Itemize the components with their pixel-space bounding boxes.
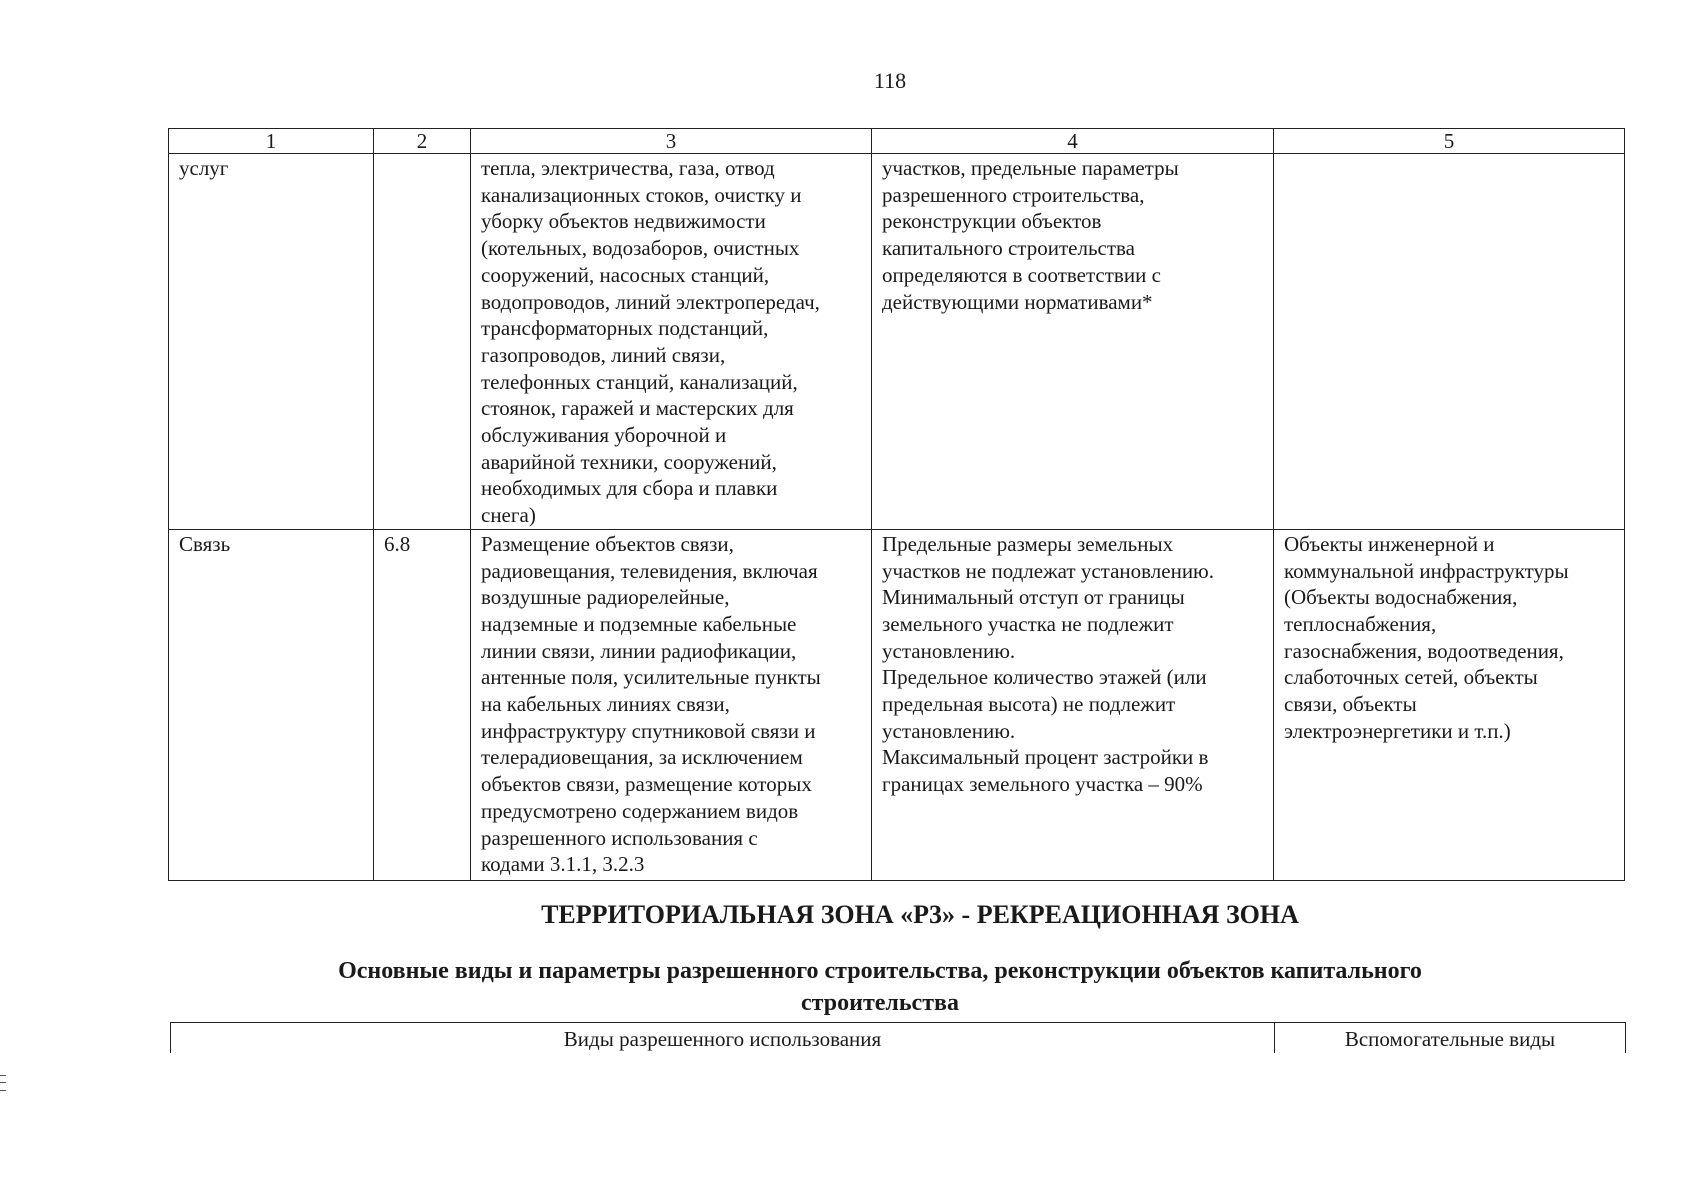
column-number: 3 xyxy=(471,129,872,154)
page-number: 118 xyxy=(873,68,907,93)
zone-title: ТЕРРИТОРИАЛЬНАЯ ЗОНА «Р3» - РЕКРЕАЦИОННАЯ ЗОНА xyxy=(541,900,1299,929)
use-name-cell: услуг xyxy=(169,154,374,530)
scan-edge-mark xyxy=(0,1075,6,1091)
auxiliary-uses-cell: Объекты инженерной и коммунальной инфраструктуры (Объекты водоснабжения, теплоснабжения, газоснабжения, водоотведения, слаботочных сетей, объекты связи, объекты электроэнергетики и т.п.) xyxy=(1274,529,1625,880)
next-table-header xyxy=(170,1022,1626,1053)
table-header-row xyxy=(171,1023,1626,1054)
column-number: 1 xyxy=(169,129,374,154)
auxiliary-uses-header: Вспомогательные виды xyxy=(1275,1023,1626,1054)
table-row xyxy=(169,154,1625,530)
column-number: 5 xyxy=(1274,129,1625,154)
use-description-cell: Размещение объектов связи, радиовещания, телевидения, включая воздушные радиорелейные, надземные и подземные кабельные линии связи, линии радиофикации, антенные поля, усилительные пункты на кабельных линиях связи, инфраструктуру спутниковой связи и телерадиовещания, за исключением объектов связи, размещение которых предусмотрено содержанием видов разрешенного использования с кодами 3.1.1, 3.2.3 xyxy=(471,529,872,880)
zone-subtitle: Основные виды и параметры разрешенного строительства, реконструкции объектов капитального строительства xyxy=(338,958,1422,1016)
zoning-table xyxy=(168,128,1625,881)
use-code-cell: 6.8 xyxy=(374,529,471,880)
column-number: 2 xyxy=(374,129,471,154)
table-header-row xyxy=(169,129,1625,154)
parameters-cell: участков, предельные параметры разрешенного строительства, реконструкции объектов капитального строительства определяются в соответствии с действующими нормативами* xyxy=(872,154,1274,530)
use-name-cell: Связь xyxy=(169,529,374,880)
table-row xyxy=(169,529,1625,880)
parameters-cell: Предельные размеры земельных участков не подлежат установлению. Минимальный отступ от границы земельного участка не подлежит установлению. Предельное количество этажей (или предельная высота) не подлежит установлению. Максимальный процент застройки в границах земельного участка – 90% xyxy=(872,529,1274,880)
permitted-uses-header: Виды разрешенного использования xyxy=(171,1023,1275,1054)
column-number: 4 xyxy=(872,129,1274,154)
use-description-cell: тепла, электричества, газа, отвод канализационных стоков, очистку и уборку объектов недвижимости (котельных, водозаборов, очистных сооружений, насосных станций, водопроводов, линий электропередач, трансформаторных подстанций, газопроводов, линий связи, телефонных станций, канализаций, стоянок, гаражей и мастерских для обслуживания уборочной и аварийной техники, сооружений, необходимых для сбора и плавки снега) xyxy=(471,154,872,530)
auxiliary-uses-cell xyxy=(1274,154,1625,530)
use-code-cell xyxy=(374,154,471,530)
